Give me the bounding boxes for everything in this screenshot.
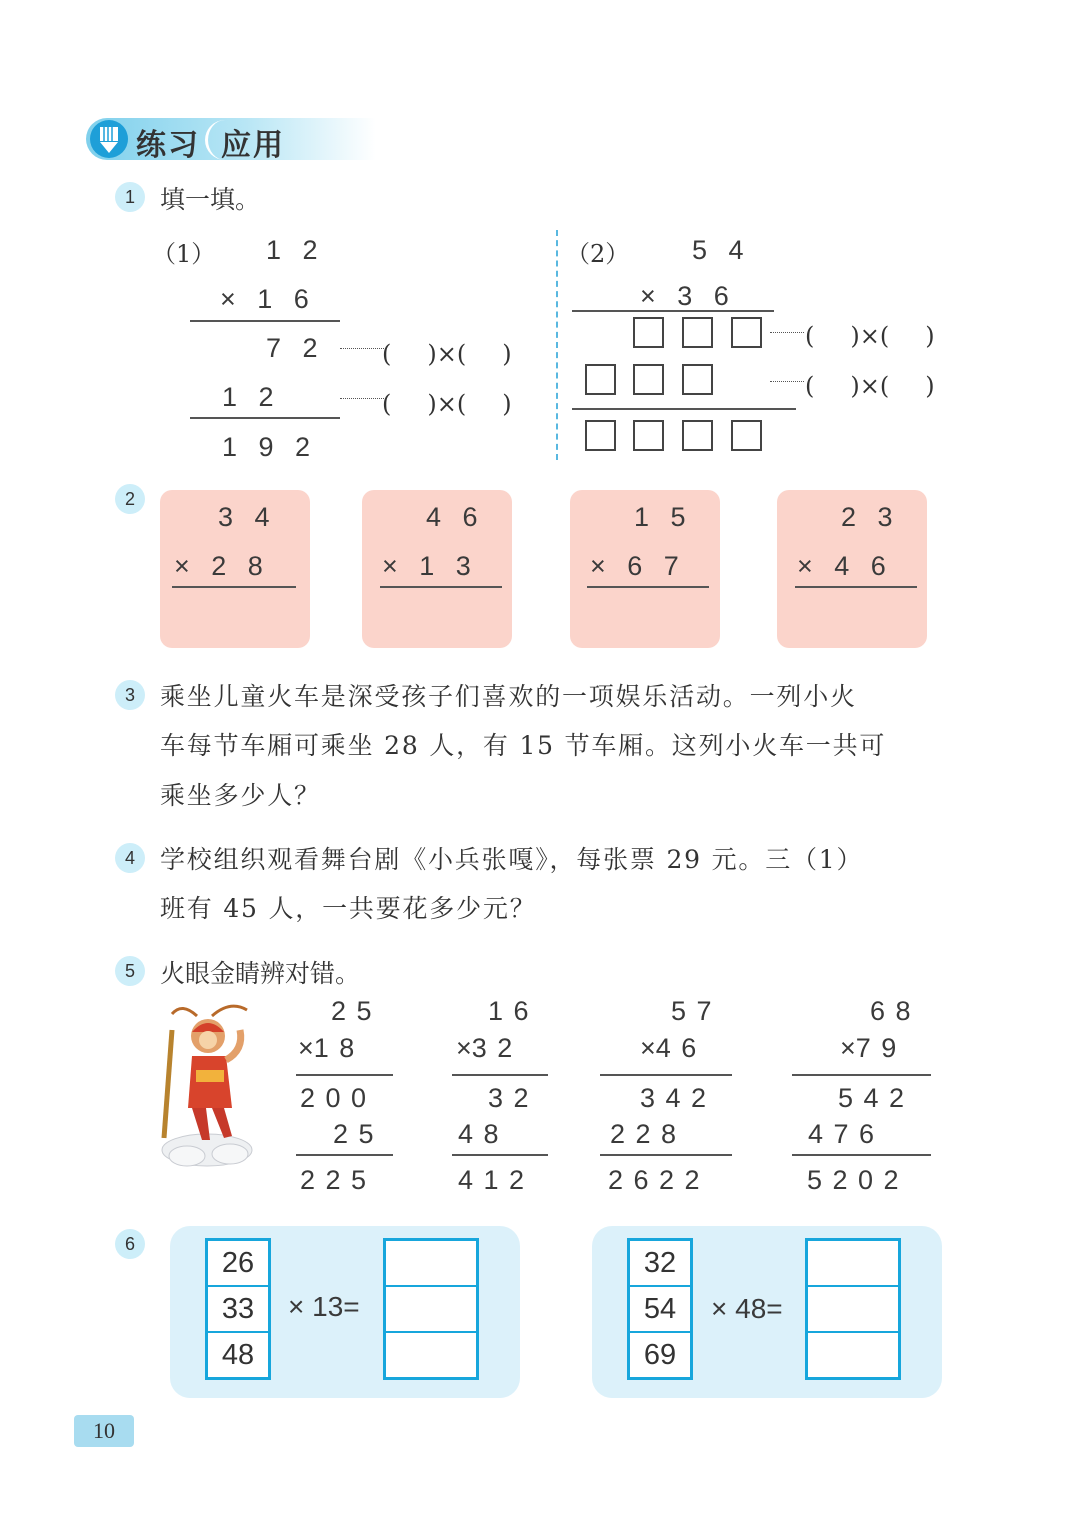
card-multiplier: × 2 8 [174, 551, 263, 581]
answer-cell[interactable] [386, 1241, 476, 1287]
q5-p2-partial-2: 4 8 [458, 1119, 499, 1149]
q3-line-2: 车每节车厢可乘坐 28 人，有 15 节车厢。这列小火车一共可 [160, 731, 887, 760]
question-number-2: 2 [115, 484, 145, 514]
q6-group2-answers[interactable] [805, 1238, 901, 1380]
q5-p2-multiplicand: 1 6 [488, 996, 529, 1026]
q1-part2-dots-1 [770, 332, 804, 333]
q5-p4-multiplier: ×7 9 [840, 1033, 897, 1063]
q5-p1-partial-1: 2 0 0 [300, 1083, 367, 1113]
q6-group2-operator: × 48= [711, 1293, 783, 1324]
q4-line-1: 学校组织观看舞台剧《小兵张嘎》，每张票 29 元。三（1） [160, 845, 864, 874]
card-line [795, 586, 917, 588]
question-number-6: 6 [115, 1229, 145, 1259]
q1-part1-partial-2: 1 2 [222, 382, 274, 412]
q5-prompt: 火眼金睛辨对错。 [160, 959, 361, 988]
q5-p1-multiplicand: 2 5 [331, 996, 372, 1026]
q5-p2-multiplier: ×3 2 [456, 1033, 513, 1063]
card-multiplicand: 3 4 [218, 502, 270, 532]
card-multiplicand: 2 3 [841, 502, 893, 532]
q5-p3-line-2 [600, 1154, 732, 1156]
q1-part1-label: （1） [152, 240, 216, 268]
card-line [380, 586, 502, 588]
q1-part2-multiplicand: 5 4 [692, 235, 744, 265]
q1-part1-blank-2[interactable]: ( )×( ) [382, 390, 512, 418]
q1-part1-partial-1: 7 2 [266, 333, 318, 363]
q1-part1-result: 1 9 2 [222, 432, 311, 462]
q5-p2-line-2 [452, 1154, 548, 1156]
answer-square[interactable] [633, 317, 664, 348]
card-line [587, 586, 709, 588]
q6-group1-answers[interactable] [383, 1238, 479, 1380]
header-title-practice: 练习 [136, 128, 200, 163]
card-multiplicand: 4 6 [426, 502, 478, 532]
q6-group1-numbers [205, 1238, 271, 1380]
question-number-4: 4 [115, 843, 145, 873]
q1-part2-line-2 [572, 408, 796, 410]
q1-part1-multiplicand: 1 2 [266, 235, 318, 265]
number-cell: 26 [208, 1241, 268, 1287]
q5-p1-partial-2: 2 5 [333, 1119, 374, 1149]
answer-square[interactable] [682, 364, 713, 395]
q1-part1-line-2 [190, 417, 340, 419]
q1-part1-blank-1[interactable]: ( )×( ) [382, 340, 512, 368]
answer-square[interactable] [682, 420, 713, 451]
q5-p3-partial-2: 2 2 8 [610, 1119, 677, 1149]
q5-p1-line-2 [296, 1154, 393, 1156]
answer-cell[interactable] [808, 1333, 898, 1377]
q1-part1-line-1 [190, 320, 340, 322]
q1-part1-multiplier: × 1 6 [220, 284, 309, 314]
answer-square[interactable] [731, 420, 762, 451]
q5-p3-result: 2 6 2 2 [608, 1165, 700, 1195]
answer-square[interactable] [585, 364, 616, 395]
answer-cell[interactable] [808, 1241, 898, 1287]
q5-p2-result: 4 1 2 [458, 1165, 525, 1195]
q5-p4-multiplicand: 6 8 [870, 996, 911, 1026]
number-cell: 48 [221, 1339, 255, 1371]
page-number: 10 [74, 1415, 134, 1447]
q5-p4-result: 5 2 0 2 [807, 1165, 899, 1195]
q5-p4-line-1 [792, 1074, 931, 1076]
q5-p4-partial-2: 4 7 6 [808, 1119, 875, 1149]
q4-line-2: 班有 45 人，一共要花多少元？ [160, 894, 537, 923]
question-number-5: 5 [115, 956, 145, 986]
q1-part2-label: （2） [566, 240, 630, 268]
q3-line-3: 乘坐多少人？ [160, 781, 321, 810]
q5-p3-line-1 [600, 1074, 732, 1076]
q5-p3-partial-1: 3 4 2 [640, 1083, 707, 1113]
number-cell: 54 [630, 1287, 690, 1333]
q1-prompt: 填一填。 [160, 185, 261, 214]
q1-part1-dots-1 [340, 348, 384, 349]
answer-cell[interactable] [386, 1287, 476, 1333]
answer-square[interactable] [633, 364, 664, 395]
number-cell: 69 [643, 1339, 677, 1371]
q5-p4-partial-1: 5 4 2 [838, 1083, 905, 1113]
answer-cell[interactable] [808, 1287, 898, 1333]
card-line [172, 586, 296, 588]
answer-cell[interactable] [386, 1333, 476, 1377]
q5-p1-multiplier: ×1 8 [298, 1033, 355, 1063]
q5-p3-multiplicand: 5 7 [671, 996, 712, 1026]
q1-divider [556, 230, 558, 460]
q6-group2-numbers [627, 1238, 693, 1380]
q5-p1-result: 2 2 5 [300, 1165, 367, 1195]
pencil-icon [90, 120, 128, 158]
card-multiplier: × 6 7 [590, 551, 679, 581]
q5-p1-line-1 [296, 1074, 393, 1076]
q6-group1-operator: × 13= [288, 1291, 360, 1322]
q1-part2-blank-1[interactable]: ( )×( ) [805, 322, 935, 350]
monkey-king-illustration [152, 1000, 262, 1175]
multiplication-card[interactable] [570, 490, 720, 648]
card-multiplier: × 4 6 [797, 551, 886, 581]
answer-square[interactable] [585, 420, 616, 451]
header-title-apply: 应用 [221, 128, 285, 163]
q3-line-1: 乘坐儿童火车是深受孩子们喜欢的一项娱乐活动。一列小火 [160, 682, 857, 711]
card-multiplier: × 1 3 [382, 551, 471, 581]
q5-p2-partial-1: 3 2 [488, 1083, 529, 1113]
answer-square[interactable] [731, 317, 762, 348]
multiplication-card[interactable] [362, 490, 512, 648]
q1-part1-dots-2 [340, 398, 384, 399]
q1-part2-blank-2[interactable]: ( )×( ) [805, 372, 935, 400]
q5-p4-line-2 [792, 1154, 931, 1156]
number-cell: 32 [630, 1241, 690, 1287]
multiplication-card[interactable] [160, 490, 310, 648]
card-multiplicand: 1 5 [634, 502, 686, 532]
number-cell: 33 [208, 1287, 268, 1333]
question-number-1: 1 [115, 182, 145, 212]
q1-part2-dots-2 [770, 381, 804, 382]
question-number-3: 3 [115, 680, 145, 710]
q5-p2-line-1 [452, 1074, 548, 1076]
q1-part2-multiplier: × 3 6 [640, 281, 729, 311]
answer-square[interactable] [633, 420, 664, 451]
multiplication-card[interactable] [777, 490, 927, 648]
answer-square[interactable] [682, 317, 713, 348]
q5-p3-multiplier: ×4 6 [640, 1033, 697, 1063]
q1-part2-line-1 [572, 310, 774, 312]
